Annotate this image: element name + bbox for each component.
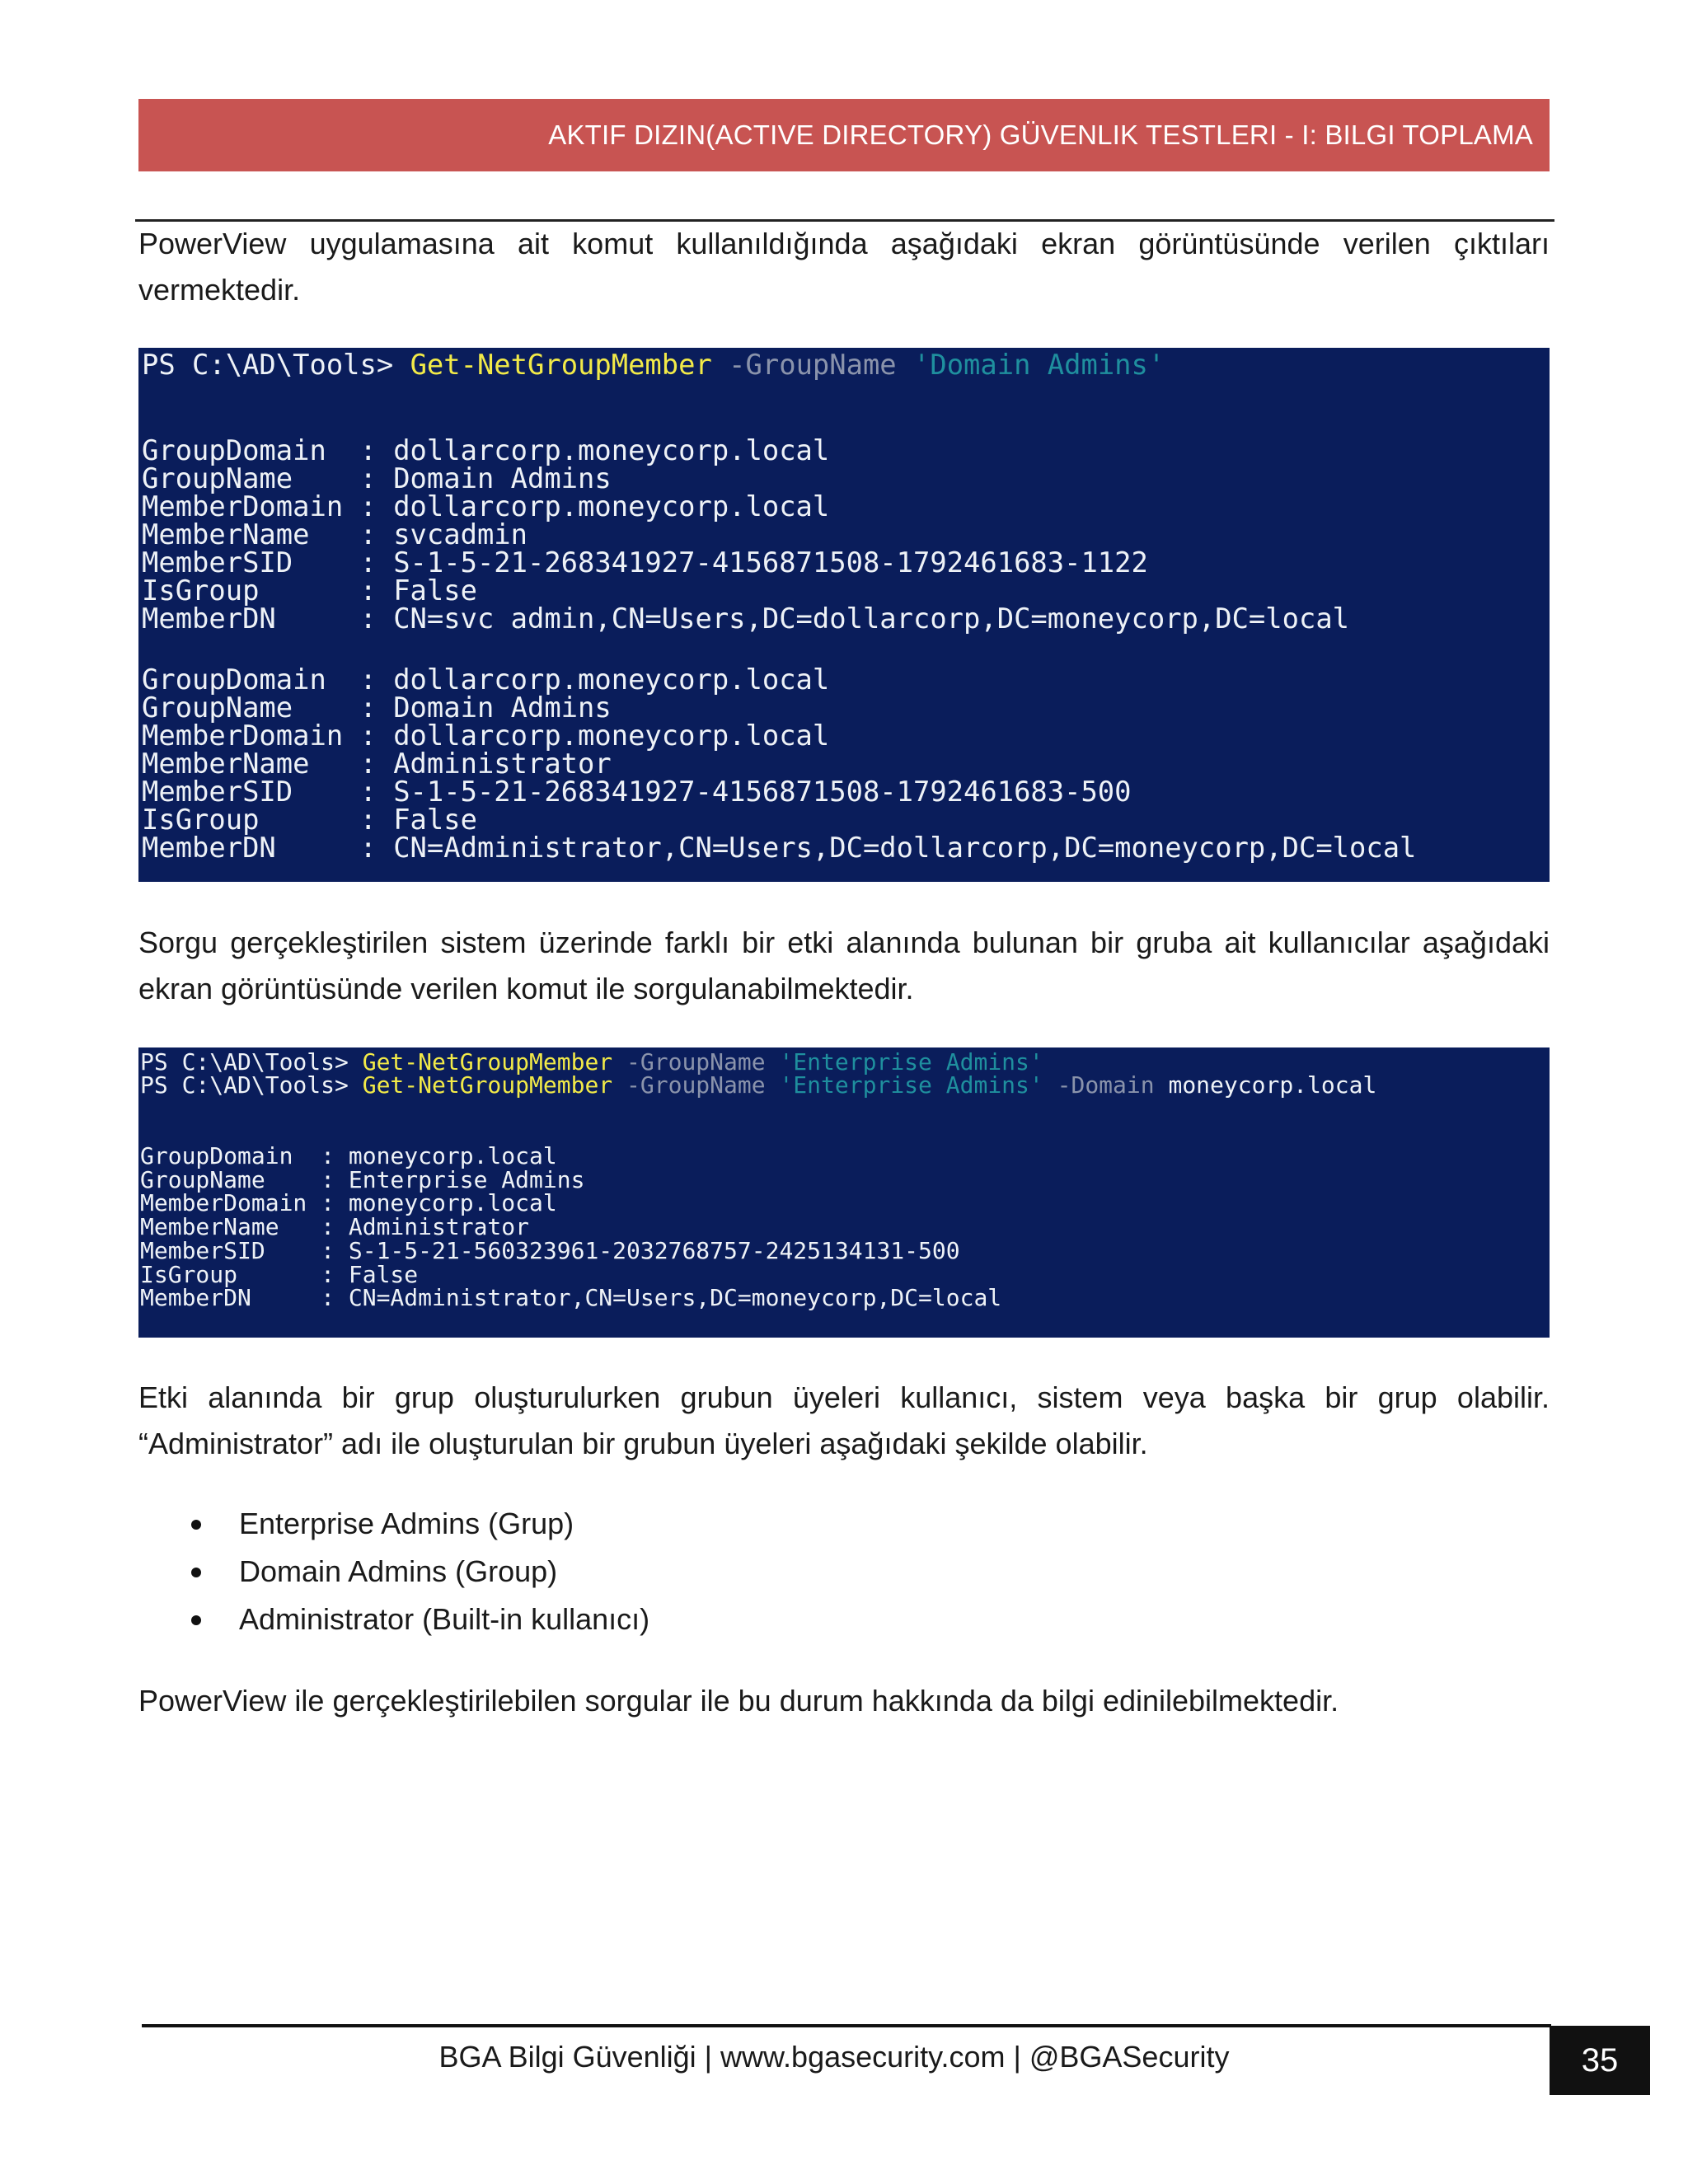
output-line: MemberName : Administrator xyxy=(142,748,612,780)
command-name: Get-NetGroupMember xyxy=(410,349,712,381)
output-line: MemberSID : S-1-5-21-268341927-4156871508-1792461683-500 xyxy=(142,776,1132,808)
powershell-output-enterprise-admins xyxy=(138,1047,1550,1338)
intro-paragraph: PowerView uygulamasına ait komut kullanıldığında aşağıdaki ekran görüntüsünde verilen çıktıları vermektedir. xyxy=(138,227,1550,307)
closing-paragraph: PowerView ile gerçekleştirilebilen sorgular ile bu durum hakkında da bilgi edinilebilmektedir. xyxy=(138,1684,1339,1718)
output-line: GroupName : Domain Admins xyxy=(142,462,612,494)
output-line: MemberSID : S-1-5-21-560323961-2032768757-2425134131-500 xyxy=(140,1237,960,1264)
command-arg: 'Enterprise Admins' xyxy=(779,1048,1043,1076)
bullet-icon xyxy=(191,1568,201,1577)
footer-divider xyxy=(142,2024,1551,2027)
command-param: -GroupName xyxy=(612,1071,780,1099)
output-line: MemberDN : CN=svc admin,CN=Users,DC=dollarcorp,DC=moneycorp,DC=local xyxy=(142,602,1350,635)
shell-prompt: PS C:\AD\Tools> xyxy=(140,1071,363,1099)
page-header-title: AKTIF DIZIN(ACTIVE DIRECTORY) GÜVENLIK TESTLERI - I: BILGI TOPLAMA xyxy=(548,120,1533,150)
output-line: GroupName : Enterprise Admins xyxy=(140,1166,585,1193)
list-item-text: Enterprise Admins (Grup) xyxy=(239,1507,574,1540)
command-line xyxy=(140,1050,1043,1074)
command-arg: 'Enterprise Admins' xyxy=(779,1071,1043,1099)
shell-prompt: PS C:\AD\Tools> xyxy=(142,349,410,381)
list-item-text: Domain Admins (Group) xyxy=(239,1554,558,1588)
command-name: Get-NetGroupMember xyxy=(362,1048,613,1076)
command-param: -GroupName xyxy=(711,349,913,381)
command-arg: 'Domain Admins' xyxy=(913,349,1165,381)
domain-value: moneycorp.local xyxy=(1168,1071,1377,1099)
group-members-paragraph: Etki alanında bir grup oluşturulurken grubun üyeleri kullanıcı, sistem veya başka bir grup olabilir. “Administrator” adı ile oluşturulan bir grubun üyeleri aşağıdaki şekilde olabilir. xyxy=(138,1380,1550,1460)
output-line: MemberDomain : dollarcorp.moneycorp.local xyxy=(142,490,830,523)
output-line: GroupDomain : dollarcorp.moneycorp.local xyxy=(142,663,830,696)
output-line: GroupDomain : dollarcorp.moneycorp.local xyxy=(142,434,830,466)
list-item xyxy=(138,1596,1550,1643)
command-line xyxy=(142,351,1165,379)
list-item xyxy=(138,1500,1550,1548)
output-line: GroupName : Domain Admins xyxy=(142,691,612,724)
powershell-output-domain-admins xyxy=(138,348,1550,882)
output-line: GroupDomain : moneycorp.local xyxy=(140,1142,557,1169)
output-line: IsGroup : False xyxy=(142,804,477,836)
cross-domain-paragraph: Sorgu gerçekleştirilen sistem üzerinde farklı bir etki alanında bulunan bir gruba ait kullanıcılar aşağıdaki ekran görüntüsünde verilen komut ile sorgulanabilmektedir. xyxy=(138,926,1550,1005)
command-line xyxy=(140,1073,1376,1097)
output-line: MemberSID : S-1-5-21-268341927-4156871508-1792461683-1122 xyxy=(142,546,1148,579)
list-item xyxy=(138,1548,1550,1596)
page-number: 35 xyxy=(1550,2026,1650,2095)
output-line: MemberDN : CN=Administrator,CN=Users,DC=moneycorp,DC=local xyxy=(140,1284,1002,1311)
group-member-list xyxy=(138,1500,1550,1643)
bullet-icon xyxy=(191,1615,201,1625)
command-param: -GroupName xyxy=(612,1048,780,1076)
output-line: IsGroup : False xyxy=(142,574,477,607)
footer-text: BGA Bilgi Güvenliği | www.bgasecurity.com | @BGASecurity xyxy=(438,2040,1230,2074)
domain-param: -Domain xyxy=(1043,1071,1169,1099)
output-line: MemberName : Administrator xyxy=(140,1213,530,1240)
page-header-bar xyxy=(138,99,1550,171)
command-name: Get-NetGroupMember xyxy=(362,1071,613,1099)
list-item-text: Administrator (Built-in kullanıcı) xyxy=(239,1602,650,1636)
shell-prompt: PS C:\AD\Tools> xyxy=(140,1048,363,1076)
output-line: MemberDN : CN=Administrator,CN=Users,DC=dollarcorp,DC=moneycorp,DC=local xyxy=(142,832,1417,864)
output-line: MemberDomain : moneycorp.local xyxy=(140,1189,557,1216)
output-line: MemberName : svcadmin xyxy=(142,518,528,551)
output-line: MemberDomain : dollarcorp.moneycorp.local xyxy=(142,719,830,752)
bullet-icon xyxy=(191,1520,201,1530)
output-line: IsGroup : False xyxy=(140,1261,419,1288)
